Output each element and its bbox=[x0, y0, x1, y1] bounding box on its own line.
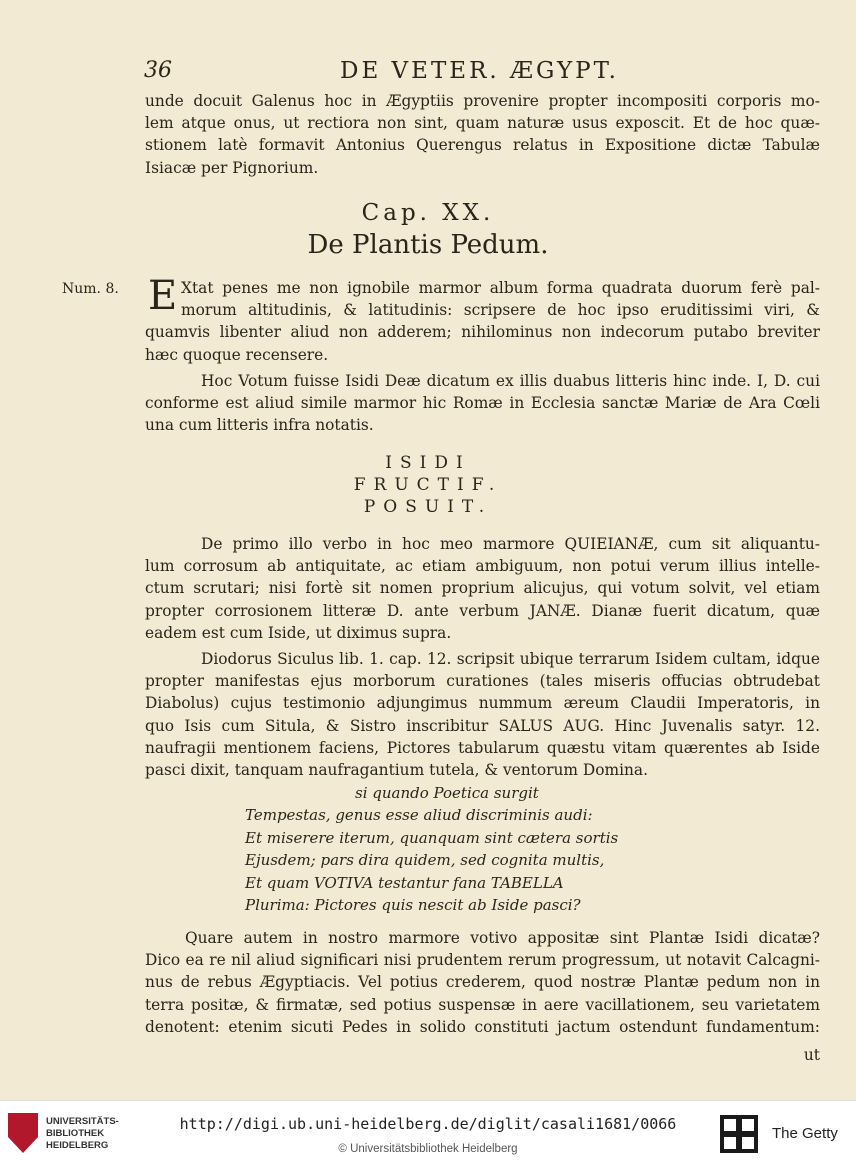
paragraph-5 bbox=[145, 927, 820, 1038]
verse-line: Ejusdem; pars dira quidem, sed cognita multis, bbox=[245, 851, 605, 870]
library-name-line: BIBLIOTHEK bbox=[46, 1128, 105, 1139]
library-name-line: UNIVERSITÄTS- bbox=[46, 1116, 119, 1127]
paragraph-1 bbox=[145, 273, 820, 366]
text-line: conforme est aliud simile marmor hic Romæ in Ecclesia sanctæ Mariæ de Ara Cœli bbox=[145, 394, 820, 413]
chapter-number: Cap. XX. bbox=[361, 200, 495, 226]
text-line: unde docuit Galenus hoc in Ægyptiis provenire propter incompositi corporis mo- bbox=[145, 92, 820, 110]
text-line: Diabolus) cujus testimonio adjungimus nummum æreum Claudii Imperatoris, in bbox=[145, 694, 820, 713]
running-head: DE VETER. ÆGYPT. bbox=[340, 58, 619, 84]
catchword: ut bbox=[803, 1046, 820, 1064]
text-line: naufragii mentionem faciens, Pictores tabularum quæstu vitam quærentes ab Iside bbox=[145, 738, 820, 757]
juvenal-verse bbox=[245, 782, 665, 916]
text-line: Isiacæ per Pignorium. bbox=[145, 158, 319, 177]
text-line: morum altitudinis, & latitudinis: scripsere de hoc ipso eruditissimi viri, & bbox=[181, 301, 820, 320]
viewer-footer bbox=[0, 1100, 856, 1167]
verse-line: Plurima: Pictores quis nescit ab Iside pasci? bbox=[245, 896, 581, 915]
verse-line: Tempestas, genus esse aliud discriminis audi: bbox=[245, 806, 593, 825]
drop-cap: E bbox=[148, 273, 178, 319]
text-line: nus de rebus Ægyptiacis. Vel potius crederem, quod nostræ Plantæ pedum non in bbox=[145, 973, 820, 992]
text-line: quamvis libenter aliud non adderem; nihilominus non indecorum putabo breviter bbox=[145, 323, 820, 342]
text-line: ctum scrutari; nisi fortè sit nomen proprium alicujus, qui votum solvit, vel etiam bbox=[145, 579, 820, 598]
margin-note: Num. 8. bbox=[62, 281, 119, 297]
text-line: Xtat penes me non ignobile marmor album forma quadrata duorum ferè pal- bbox=[181, 279, 820, 297]
page-number: 36 bbox=[144, 58, 172, 83]
verse-line: Et miserere iterum, quanquam sint cætera sortis bbox=[245, 828, 619, 847]
paragraph-4 bbox=[145, 648, 820, 781]
text-line: una cum litteris infra notatis. bbox=[145, 416, 374, 435]
text-line: lum corrosum ab antiquitate, ac etiam ambiguum, non potui verum illius intelle- bbox=[145, 557, 820, 576]
text-line: pasci dixit, tanquam naufragantium tutela, & ventorum Domina. bbox=[145, 761, 648, 780]
source-url[interactable]: http://digi.ub.uni-heidelberg.de/diglit/casali1681/0066 bbox=[179, 1115, 677, 1133]
text-line: lem atque onus, ut rectiora non sint, quam naturæ usus exposcit. Et de hoc quæ- bbox=[145, 114, 820, 133]
inscription-line: FRUCTIF. bbox=[353, 475, 503, 495]
paragraph-3 bbox=[145, 533, 820, 644]
text-line: hæc quoque recensere. bbox=[145, 345, 329, 364]
text-line: Hoc Votum fuisse Isidi Deæ dicatum ex illis duabus litteris hinc inde. I, D. cui bbox=[201, 372, 820, 390]
text-line: De primo illo verbo in hoc meo marmore QUIEIANÆ, cum sit aliquantu- bbox=[201, 535, 820, 553]
inscription-line: POSUIT. bbox=[363, 497, 493, 517]
text-line: terra positæ, & firmatæ, sed potius suspensæ in aere vacillationem, seu varietatem bbox=[145, 995, 820, 1014]
text-line: Dico ea re nil aliud significari nisi prudentem rerum progressum, ut notavit Calcagni- bbox=[145, 951, 820, 970]
text-line: propter corrosionem litteræ D. ante verbum JANÆ. Dianæ fuerit dicatum, quæ bbox=[145, 601, 820, 620]
verse-line: Et quam VOTIVA testantur fana TABELLA bbox=[245, 873, 564, 892]
catchword-row bbox=[145, 1044, 820, 1066]
text-line: denotent: etenim sicuti Pedes in solido constituti jactum ostendunt fundamentum: bbox=[145, 1017, 820, 1036]
verse-line: si quando Poetica surgit bbox=[355, 784, 539, 802]
inscription-line: ISIDI bbox=[385, 453, 471, 473]
library-name-line: HEIDELBERG bbox=[46, 1140, 109, 1151]
paragraph-2 bbox=[145, 370, 820, 437]
inscription bbox=[0, 452, 856, 518]
text-line: eadem est cum Iside, ut diximus supra. bbox=[145, 623, 452, 642]
chapter-title: De Plantis Pedum. bbox=[307, 230, 549, 260]
intro-paragraph bbox=[145, 90, 820, 179]
text-line: propter manifestas ejus morborum curationes (tales miseris offucias obtrudebat bbox=[145, 672, 820, 691]
text-line: Diodorus Siculus lib. 1. cap. 12. scripsit ubique terrarum Isidem cultam, idque bbox=[201, 650, 820, 668]
getty-logo-icon[interactable] bbox=[720, 1115, 758, 1153]
partner-name[interactable]: The Getty bbox=[772, 1125, 838, 1142]
text-line: quo Isis cum Situla, & Sistro inscribitur SALUS AUG. Hinc Juvenalis satyr. 12. bbox=[145, 716, 820, 735]
page-header bbox=[140, 58, 830, 86]
text-line: stionem latè formavit Antonius Querengus relatus in Expositione dictæ Tabulæ bbox=[145, 136, 820, 155]
copyright-notice: © Universitätsbibliothek Heidelberg bbox=[338, 1143, 518, 1155]
text-line: Quare autem in nostro marmore votivo appositæ sint Plantæ Isidi dicatæ? bbox=[185, 929, 820, 947]
